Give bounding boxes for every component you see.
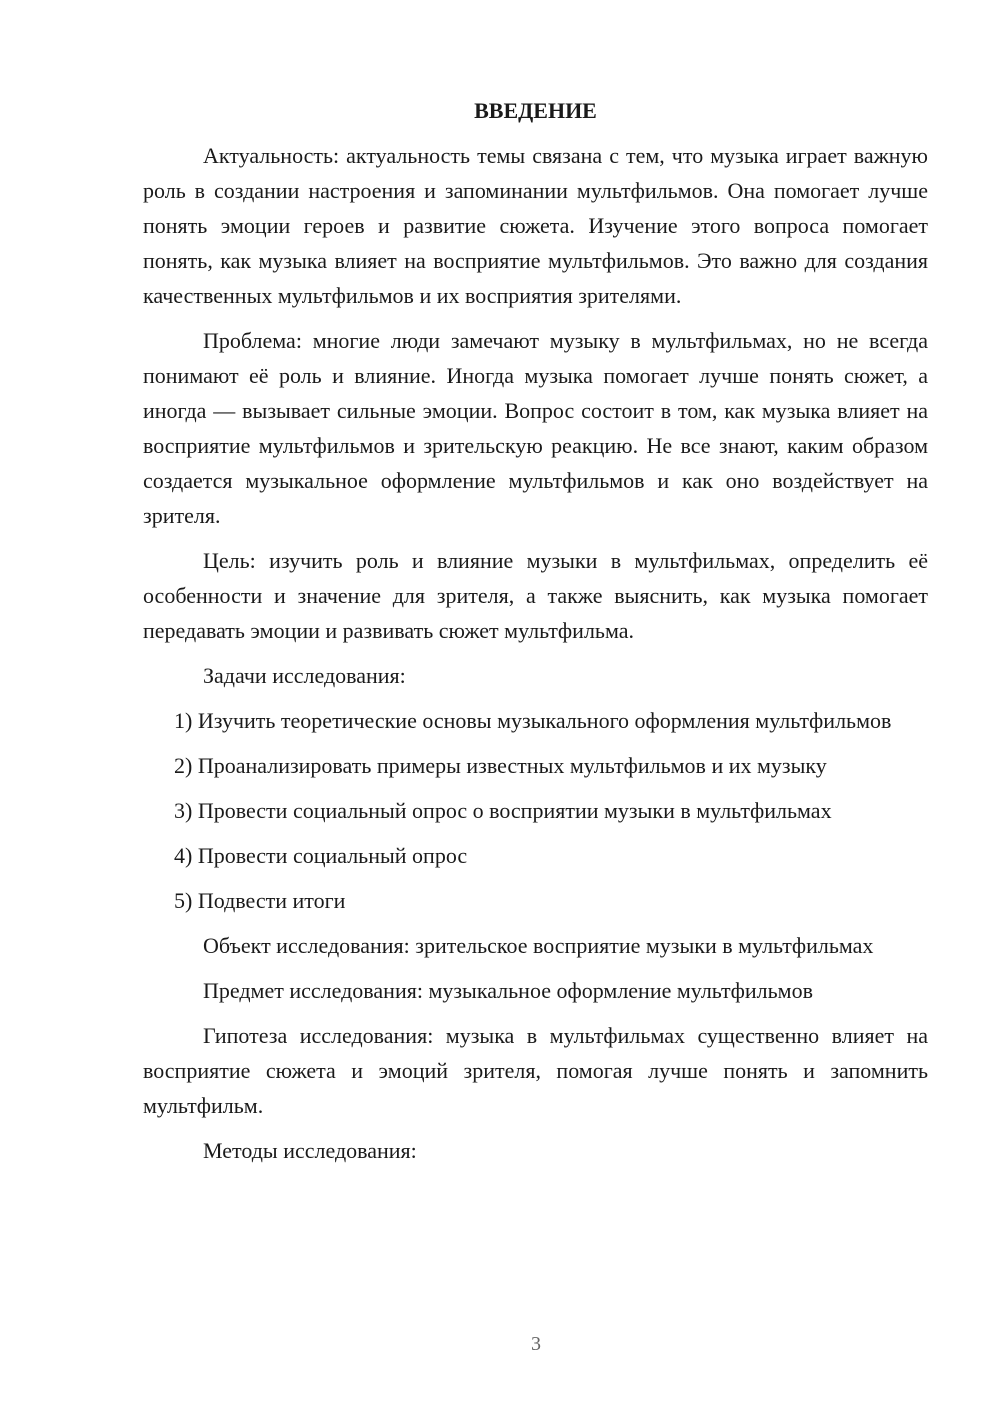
object-paragraph: Объект исследования: зрительское восприятие музыки в мультфильмах bbox=[203, 933, 874, 958]
page-content bbox=[143, 93, 928, 1178]
task-item-3: 3) Провести социальный опрос о восприятии музыки в мультфильмах bbox=[174, 798, 832, 823]
goal-paragraph: Цель: изучить роль и влияние музыки в мультфильмах, определить её особенности и значение для зрителя, а также выяснить, как музыка помогает передавать эмоции и развивать сюжет мультфильма. bbox=[143, 548, 928, 643]
task-item-4: 4) Провести социальный опрос bbox=[174, 843, 468, 868]
task-item-1: 1) Изучить теоретические основы музыкального оформления мультфильмов bbox=[174, 708, 892, 733]
task-item-2: 2) Проанализировать примеры известных мультфильмов и их музыку bbox=[174, 753, 827, 778]
relevance-paragraph: Актуальность: актуальность темы связана с тем, что музыка играет важную роль в создании настроения и запоминании мультфильмов. Она помогает лучше понять эмоции героев и развитие сюжета. Изучение этого вопроса помогает понять, как музыка влияет на восприятие мультфильмов. Это важно для создания качественных мультфильмов и их восприятия зрителями. bbox=[143, 143, 928, 308]
methods-heading: Методы исследования: bbox=[203, 1138, 417, 1163]
subject-paragraph: Предмет исследования: музыкальное оформление мультфильмов bbox=[203, 978, 813, 1003]
page-number: 3 bbox=[531, 1333, 541, 1355]
tasks-heading: Задачи исследования: bbox=[203, 663, 406, 688]
hypothesis-paragraph: Гипотеза исследования: музыка в мультфильмах существенно влияет на восприятие сюжета и эмоций зрителя, помогая лучше понять и запомнить мультфильм. bbox=[143, 1023, 928, 1118]
section-heading: ВВЕДЕНИЕ bbox=[474, 98, 597, 123]
task-item-5: 5) Подвести итоги bbox=[174, 888, 346, 913]
problem-paragraph: Проблема: многие люди замечают музыку в мультфильмах, но не всегда понимают её роль и влияние. Иногда музыка помогает лучше понять сюжет, а иногда — вызывает сильные эмоции. Вопрос состоит в том, как музыка влияет на восприятие мультфильмов и зрительскую реакцию. Не все знают, каким образом создается музыкальное оформление мультфильмов и как оно воздействует на зрителя. bbox=[143, 328, 928, 528]
